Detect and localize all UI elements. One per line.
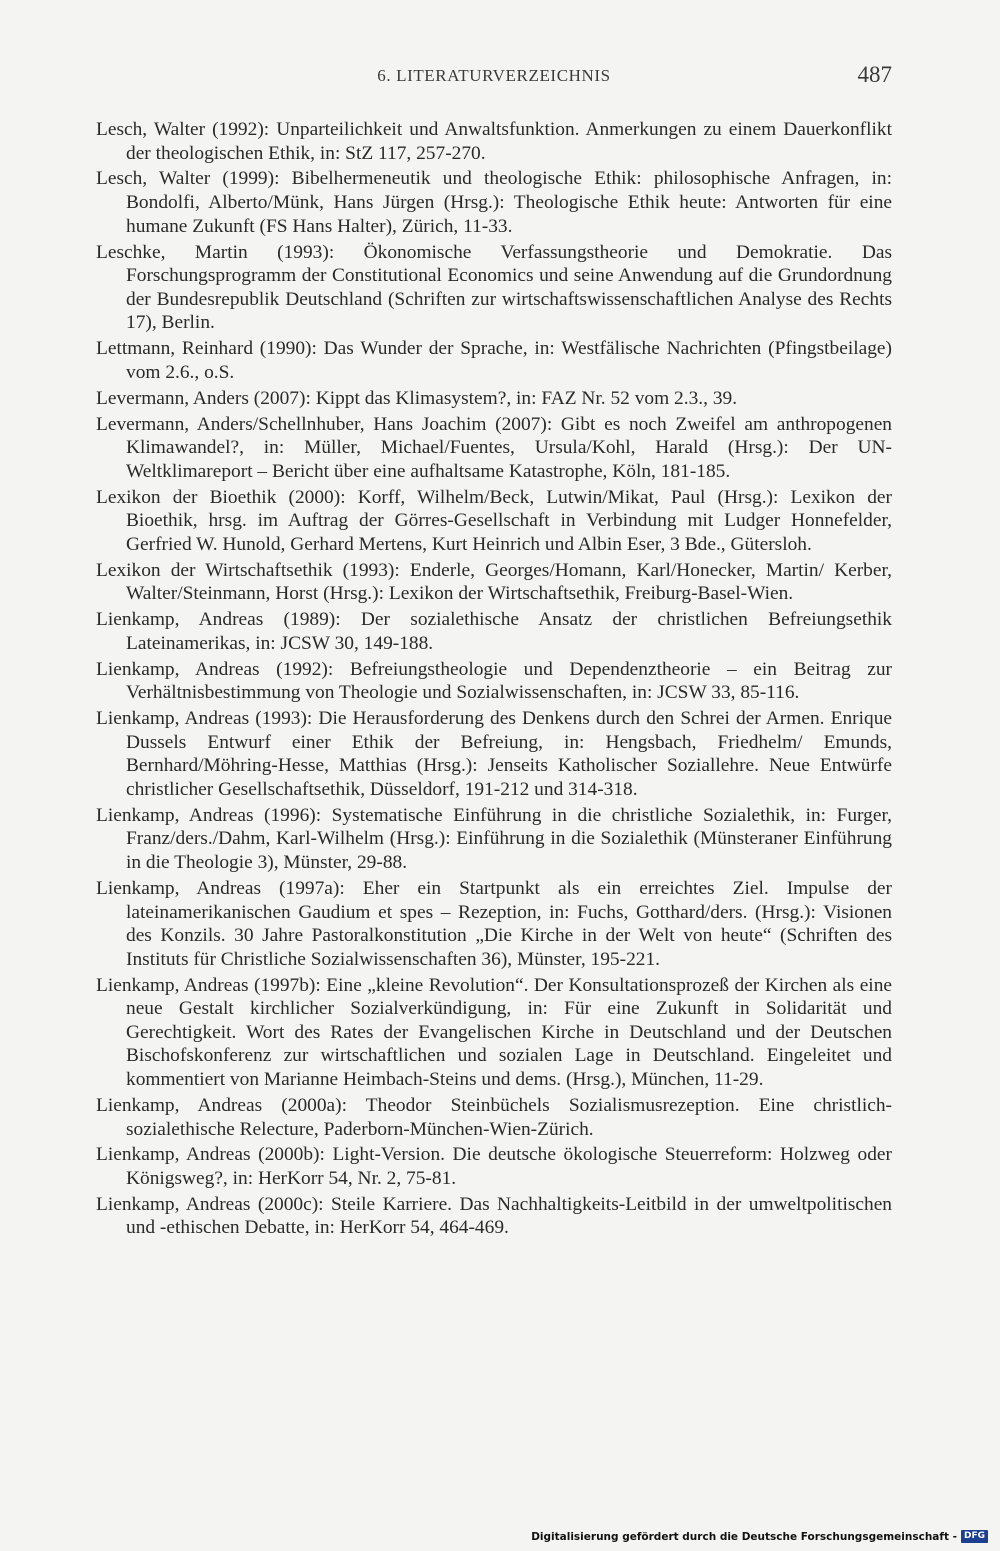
bibliography-entry: Lienkamp, Andreas (1989): Der sozialethische Ansatz der christlichen Befreiungsethik Lateinamerikas, in: JCSW 30, 149-188.: [96, 609, 892, 654]
bibliography-entry: Lienkamp, Andreas (2000a): Theodor Steinbüchels Sozialismusrezeption. Eine christlich-sozialethische Relecture, Paderborn-München-Wien-Zürich.: [96, 1094, 892, 1140]
bibliography-entry: Lesch, Walter (1999): Bibelhermeneutik und theologische Ethik: philosophische Anfragen, in: Bondolfi, Alberto/Münk, Hans Jürgen (Hrsg.): Theologische Ethik heute: Antworten für eine humane Zukunft (FS Hans Halter), Zürich, 11-33.: [96, 168, 892, 237]
bibliography-entry: Lesch, Walter (1992): Unparteilichkeit und Anwaltsfunktion. Anmerkungen zu einem Dauerkonflikt der theologischen Ethik, in: StZ 117, 257-270.: [96, 119, 892, 164]
bibliography-entry: Lienkamp, Andreas (2000c): Steile Karriere. Das Nachhaltigkeits-Leitbild in der umweltpolitischen und -ethischen Debatte, in: HerKorr 54, 464-469.: [96, 1193, 892, 1239]
bibliography-entry: Lexikon der Bioethik (2000): Korff, Wilhelm/Beck, Lutwin/Mikat, Paul (Hrsg.): Lexikon der Bioethik, hrsg. im Auftrag der Görres-Gesellschaft in Verbindung mit Ludger Honnefelder, Gerfried W. Hunold, Gerhard Mertens, Kurt Heinrich und Albin Eser, 3 Bde., Gütersloh.: [96, 486, 892, 555]
bibliography-entry: Levermann, Anders/Schellnhuber, Hans Joachim (2007): Gibt es noch Zweifel am anthropogenen Klimawandel?, in: Müller, Michael/Fuentes, Ursula/Kohl, Harald (Hrsg.): Der UN-Weltklimareport – Bericht über eine aufhaltsame Katastrophe, Köln, 181-185.: [96, 413, 892, 482]
running-head: 6. LITERATURVERZEICHNIS: [377, 66, 611, 85]
bibliography-entry: Levermann, Anders (2007): Kippt das Klimasystem?, in: FAZ Nr. 52 vom 2.3., 39.: [96, 387, 738, 409]
bibliography-entry: Lexikon der Wirtschaftsethik (1993): Enderle, Georges/Homann, Karl/Honecker, Martin/ Kerber, Walter/Steinmann, Horst (Hrsg.): Lexikon der Wirtschaftsethik, Freiburg-Basel-Wien.: [96, 559, 892, 605]
bibliography-entry: Lienkamp, Andreas (1996): Systematische Einführung in die christliche Sozialethik, in: Furger, Franz/ders./Dahm, Karl-Wilhelm (Hrsg.): Einführung in die Sozialethik (Münsteraner Einführung in die Theologie 3), Münster, 29-88.: [96, 804, 892, 874]
bibliography-entry: Leschke, Martin (1993): Ökonomische Verfassungstheorie und Demokratie. Das Forschungsprogramm der Constitutional Economics und seine Anwendung auf die Grundordnung der Bundesrepublik Deutschland (Schriften zur wirtschaftswissenschaftlichen Analyse des Rechts 17), Berlin.: [96, 241, 892, 334]
bibliography-list: [96, 118, 892, 1242]
bibliography-entry: Lienkamp, Andreas (1997b): Eine „kleine Revolution“. Der Konsultationsprozeß der Kirchen als eine neue Gestalt kirchlicher Sozialverkündigung, in: Für eine Zukunft in Solidarität und Gerechtigkeit. Wort des Rates der Evangelischen Kirche in Deutschland und der Deutschen Bischofskonferenz zur wirtschaftlichen und sozialen Lage in Deutschland. Eingeleitet und kommentiert von Marianne Heimbach-Steins und dems. (Hrsg.), München, 11-29.: [96, 974, 892, 1091]
digitization-footer: [531, 1530, 988, 1543]
bibliography-entry: Lienkamp, Andreas (1992): Befreiungstheologie und Dependenztheorie – ein Beitrag zur Verhältnisbestimmung von Theologie und Sozialwissenschaften, in: JCSW 33, 85-116.: [96, 658, 892, 704]
bibliography-entry: Lienkamp, Andreas (1997a): Eher ein Startpunkt als ein erreichtes Ziel. Impulse der lateinamerikanischen Gaudium et spes – Rezeption, in: Fuchs, Gotthard/ders. (Hrsg.): Visionen des Konzils. 30 Jahre Pastoralkonstitution „Die Kirche in der Welt von heute“ (Schriften des Instituts für Christliche Sozialwissenschaften 36), Münster, 195-221.: [96, 877, 892, 970]
page-number: 487: [857, 62, 892, 87]
bibliography-entry: Lienkamp, Andreas (2000b): Light-Version. Die deutsche ökologische Steuerreform: Holzweg oder Königsweg?, in: HerKorr 54, Nr. 2, 75-81.: [96, 1144, 892, 1189]
page-header: [96, 62, 892, 92]
bibliography-entry: Lienkamp, Andreas (1993): Die Herausforderung des Denkens durch den Schrei der Armen. Enrique Dussels Entwurf einer Ethik der Befreiung, in: Hengsbach, Friedhelm/ Emunds, Bernhard/Möhring-Hesse, Matthias (Hrsg.): Jenseits Katholischer Soziallehre. Neue Entwürfe christlicher Gesellschaftsethik, Düsseldorf, 191-212 und 314-318.: [96, 708, 892, 800]
bibliography-entry: Lettmann, Reinhard (1990): Das Wunder der Sprache, in: Westfälische Nachrichten (Pfingstbeilage) vom 2.6., o.S.: [96, 338, 892, 383]
footer-text: Digitalisierung gefördert durch die Deutsche Forschungsgemeinschaft -: [531, 1530, 957, 1543]
dfg-logo-icon: DFG: [961, 1530, 988, 1543]
